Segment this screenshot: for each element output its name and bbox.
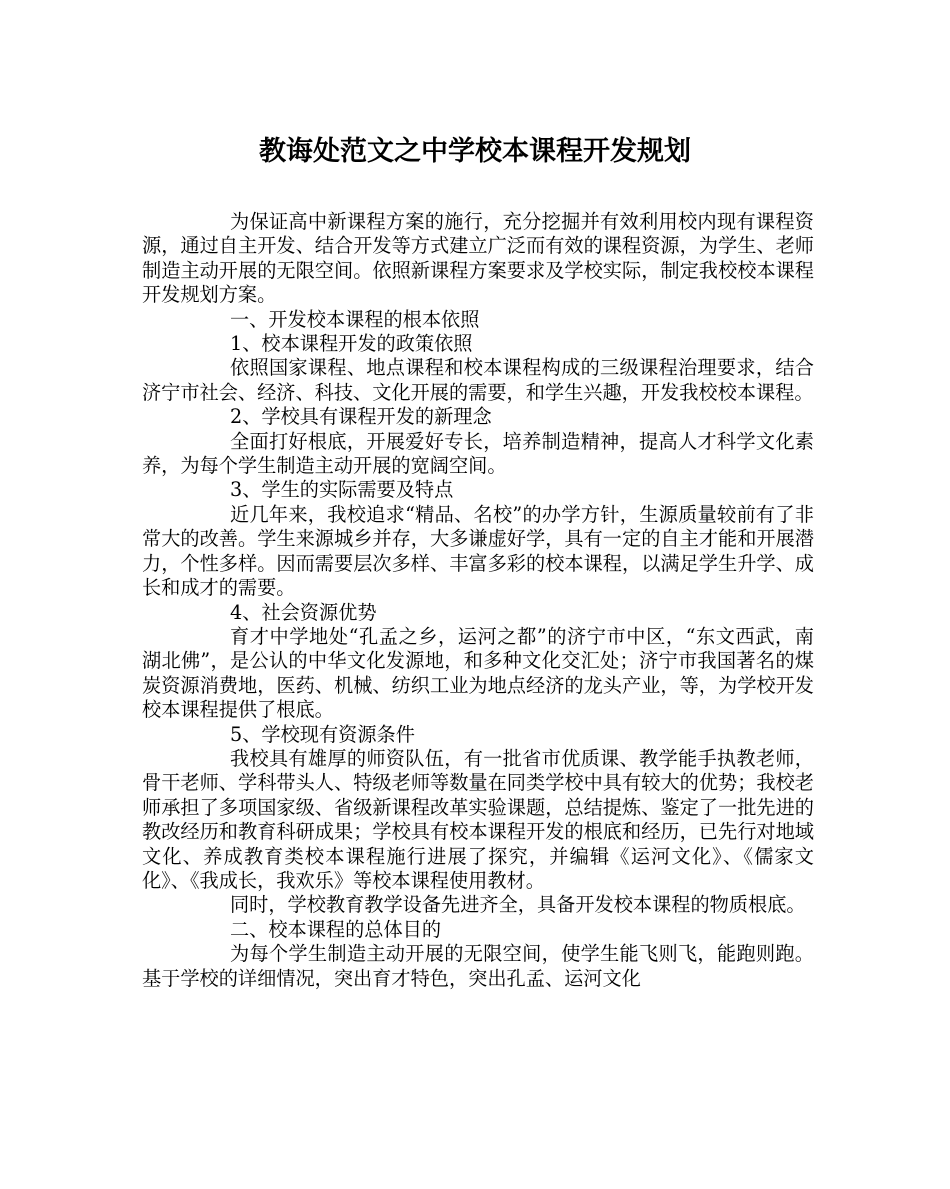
heading-section-1: 一、开发校本课程的根本依照 xyxy=(230,307,480,331)
subheading-1-2: 2、学校具有课程开发的新理念 xyxy=(230,405,492,429)
paragraph-1-2: 全面打好根底，开展爱好专长，培养制造精神，提高人才科学文化素养，为每个学生制造主动开展的宽阔空间。 xyxy=(142,429,814,478)
subheading-1-1: 1、校本课程开发的政策依照 xyxy=(230,332,473,356)
paragraph-1-3: 近几年来，我校追求“精品、名校”的办学方针，生源质量较前有了非常大的改善。学生来源城乡并存，大多谦虚好学，具有一定的自主才能和开展潜力，个性多样。因而需要层次多样、丰富多彩的校本课程，以满足学生升学、成长和成才的需要。 xyxy=(142,502,814,600)
document-body xyxy=(142,210,814,991)
paragraph-1-4: 育才中学地处“孔孟之乡，运河之都”的济宁市中区，“东文西武，南湖北佛”，是公认的中华文化发源地，和多种文化交汇处；济宁市我国著名的煤炭资源消费地，医药、机械、纺织工业为地点经济的龙头产业，等，为学校开发校本课程提供了根底。 xyxy=(142,624,814,722)
subheading-1-4: 4、社会资源优势 xyxy=(230,600,377,624)
paragraph-2: 为每个学生制造主动开展的无限空间，使学生能飞则飞，能跑则跑。基于学校的详细情况，突出育才特色，突出孔孟、运河文化 xyxy=(142,942,814,990)
paragraph-1-5: 我校具有雄厚的师资队伍，有一批省市优质课、教学能手执教老师，骨干老师、学科带头人、特级老师等数量在同类学校中具有较大的优势；我校老师承担了多项国家级、省级新课程改革实验课题，总结提炼、鉴定了一批先进的教改经历和教育科研成果；学校具有校本课程开发的根底和经历，已先行对地域文化、养成教育类校本课程施行进展了探究，并编辑《运河文化》、《儒家文化》、《我成长，我欢乐》等校本课程使用教材。 xyxy=(142,746,814,892)
subheading-1-3: 3、学生的实际需要及特点 xyxy=(230,478,454,502)
document-title: 教诲处范文之中学校本课程开发规划 xyxy=(259,136,691,167)
paragraph-intro: 为保证高中新课程方案的施行，充分挖掘并有效利用校内现有课程资源，通过自主开发、结合开发等方式建立广泛而有效的课程资源，为学生、老师制造主动开展的无限空间。依照新课程方案要求及学校实际，制定我校校本课程开发规划方案。 xyxy=(142,210,814,307)
heading-section-2: 二、校本课程的总体目的 xyxy=(230,917,442,941)
subheading-1-5: 5、学校现有资源条件 xyxy=(230,722,415,746)
paragraph-1-1: 依照国家课程、地点课程和校本课程构成的三级课程治理要求，结合济宁市社会、经济、科技、文化开展的需要，和学生兴趣，开发我校校本课程。 xyxy=(142,356,814,404)
paragraph-1-5-b: 同时，学校教育教学设备先进齐全，具备开发校本课程的物质根底。 xyxy=(230,893,806,917)
